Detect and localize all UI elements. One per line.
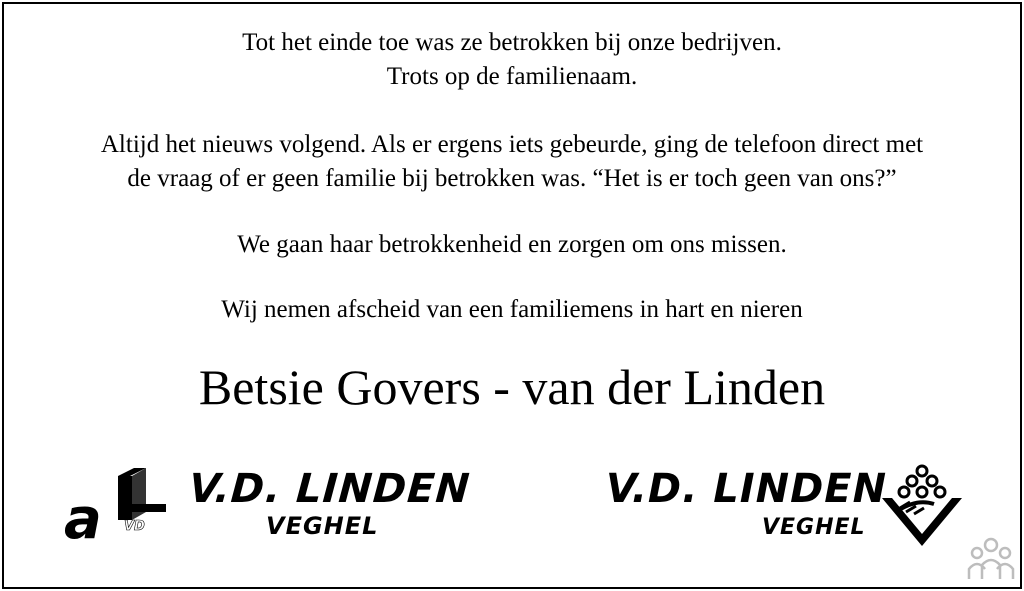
avd-logo-mark-text: VD	[124, 519, 145, 534]
deceased-name: Betsie Govers - van der Linden	[198, 359, 826, 415]
paragraph-2	[4, 128, 1020, 196]
paragraph-2-line-2: de vraag of er geen familie bij betrokken was. “Het is er toch geen van ons?”	[127, 165, 897, 192]
people-group-icon	[966, 537, 1016, 581]
paragraph-4: Wij nemen afscheid van een familiemens in hart en nieren	[221, 296, 803, 323]
svg-text:a: a	[64, 487, 102, 544]
obituary-card	[2, 2, 1022, 589]
right-logo-title: V.D. LINDEN	[606, 466, 888, 512]
paragraph-1-line-1: Tot het einde toe was ze betrokken bij onze bedrijven.	[242, 29, 782, 56]
paragraph-1-line-2: Trots op de familienaam.	[386, 63, 638, 90]
right-logo-subtitle: VEGHEL	[762, 515, 866, 540]
paragraph-3: We gaan haar betrokkenheid en zorgen om ons missen.	[237, 231, 787, 258]
paragraph-2-line-1: Altijd het nieuws volgend. Als er ergens iets gebeurde, ging de telefoon direct met	[100, 131, 924, 158]
flower-bowl-logo-icon	[876, 462, 968, 550]
paragraph-1	[4, 26, 1020, 94]
avd-logo-icon	[60, 466, 170, 544]
left-logo-title: V.D. LINDEN	[187, 466, 472, 512]
left-logo-subtitle: VEGHEL	[266, 512, 379, 540]
